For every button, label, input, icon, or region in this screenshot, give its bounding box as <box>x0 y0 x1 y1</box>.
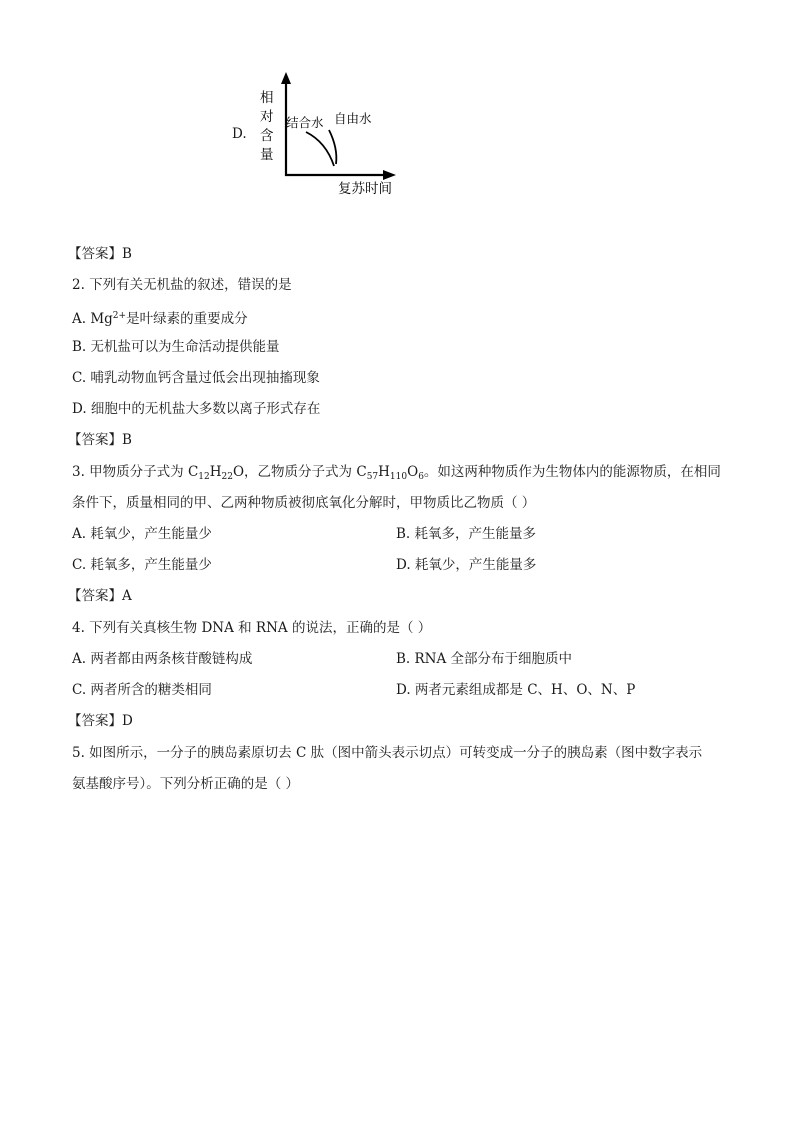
formula2-o-count: 6 <box>418 472 424 482</box>
q2-option-a-prefix: A. Mg <box>72 311 113 327</box>
free-water-curve <box>329 130 336 164</box>
q3-stem-line2: 条件下，质量相同的甲、乙两种物质被彻底氧化分解时，甲物质比乙物质（ ） <box>72 495 536 511</box>
option-d-label: D. <box>232 126 247 142</box>
q2-option-a <box>72 306 248 329</box>
q4-option-d: D. 两者元素组成都是 C、H、O、N、P <box>396 682 636 698</box>
water-content-graph <box>256 70 416 200</box>
q2-stem: 2. 下列有关无机盐的叙述，错误的是 <box>72 277 292 293</box>
q3-option-d: D. 耗氧少，产生能量多 <box>396 557 537 573</box>
q2-option-a-charge: 2+ <box>112 311 127 321</box>
q3-stem-part3: 。如这两种物质作为生物体内的能源物质，在相同 <box>423 464 721 480</box>
formula1-c-count: 12 <box>198 472 210 482</box>
q3-answer: 【答案】A <box>68 588 132 604</box>
x-axis-label: 复苏时间 <box>338 181 392 197</box>
formula1-h: H <box>209 464 222 480</box>
y-axis-arrow-icon <box>281 72 291 84</box>
q3-stem-part1: 3. 甲物质分子式为 C <box>72 464 199 480</box>
q2-answer: 【答案】B <box>68 432 132 448</box>
q4-option-b: B. RNA 全部分布于细胞质中 <box>396 651 573 667</box>
y-axis-label-char-2: 对 <box>260 109 274 125</box>
q4-stem: 4. 下列有关真核生物 DNA 和 RNA 的说法，正确的是（ ） <box>72 620 432 636</box>
q2-option-b: B. 无机盐可以为生命活动提供能量 <box>72 339 280 355</box>
y-axis-label-char-4: 量 <box>260 147 274 163</box>
q5-stem-line1: 5. 如图所示，一分子的胰岛素原切去 C 肽（图中箭头表示切点）可转变成一分子的胰岛素（图中数字表示 <box>72 745 703 761</box>
q4-option-c: C. 两者所含的糖类相同 <box>72 682 212 698</box>
formula2-h-count: 110 <box>389 472 408 482</box>
x-axis-arrow-icon <box>383 170 396 180</box>
y-axis-label-char-3: 含 <box>260 128 274 144</box>
formula2-o: O <box>407 464 419 480</box>
q5-stem-line2: 氨基酸序号）。下列分析正确的是（ ） <box>72 776 300 792</box>
formula1-h-count: 22 <box>221 472 233 482</box>
bound-water-label: 结合水 <box>286 115 324 130</box>
q3-option-a: A. 耗氧少，产生能量少 <box>72 526 212 542</box>
q3-stem-part2: O，乙物质分子式为 C <box>232 464 367 480</box>
bound-water-curve <box>306 132 334 166</box>
q3-option-b: B. 耗氧多，产生能量多 <box>396 526 537 542</box>
q3-option-c: C. 耗氧多，产生能量少 <box>72 557 212 573</box>
q3-stem-line1 <box>72 462 721 487</box>
q4-option-a: A. 两者都由两条核苷酸链构成 <box>72 651 253 667</box>
q4-answer: 【答案】D <box>68 713 133 729</box>
q2-option-d: D. 细胞中的无机盐大多数以离子形式存在 <box>72 401 321 417</box>
q2-option-c: C. 哺乳动物血钙含量过低会出现抽搐现象 <box>72 370 320 386</box>
formula2-c-count: 57 <box>366 472 379 482</box>
formula2-h: H <box>378 464 390 480</box>
y-axis-label-char-1: 相 <box>260 90 274 106</box>
free-water-label: 自由水 <box>334 111 372 126</box>
q2-option-a-text: 是叶绿素的重要成分 <box>126 311 248 327</box>
q1-answer: 【答案】B <box>68 246 132 262</box>
